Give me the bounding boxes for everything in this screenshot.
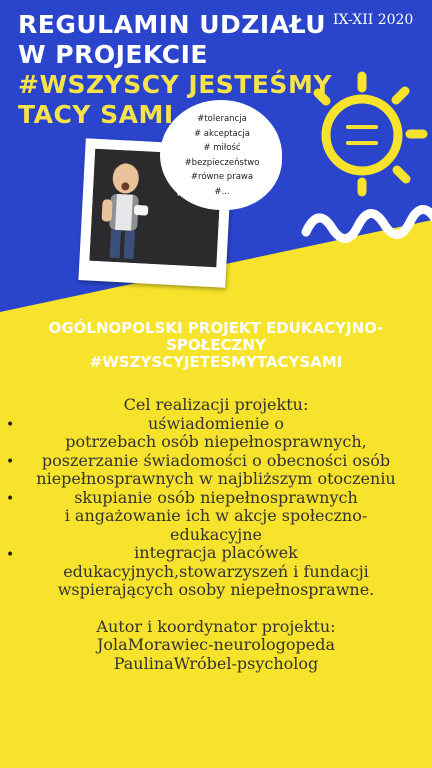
bullet-point: • <box>6 454 15 470</box>
hashtag-item: #bezpieczeństwo <box>184 157 260 168</box>
bullet-point: • <box>6 547 15 563</box>
project-description <box>0 396 432 673</box>
subtitle-line: SPOŁECZNY <box>166 336 266 354</box>
hashtag-list <box>172 112 272 200</box>
title-line-3: #WSZYSCY JESTEŚMY <box>18 70 332 99</box>
goal-line: integracja placówek <box>134 543 298 562</box>
spacer <box>0 600 432 618</box>
goal-line: poszerzanie świadomości o obecności osób <box>41 450 391 470</box>
hashtag-item: # miłość <box>203 143 241 154</box>
goal-line: edukacyjnych,stowarzyszeń i fundacji <box>63 561 369 581</box>
goal-line: i angażowanie ich w akcje społeczno- <box>64 506 368 525</box>
author-line: PaulinaWróbel-psycholog <box>113 653 319 673</box>
goal-line: potrzebach osób niepełnosprawnych, <box>65 432 367 451</box>
bullet-point: • <box>6 417 15 433</box>
hashtag-item: #tolerancja <box>197 114 247 124</box>
speech-bubble <box>160 100 282 210</box>
goal-line: niepełnosprawnych w najbliższym otoczeniu <box>36 469 396 488</box>
date-range: IX-XII 2020 <box>333 12 414 28</box>
hashtag-item: #równe prawa <box>190 172 254 183</box>
project-subtitle <box>0 320 432 371</box>
subtitle-line: #WSZYSCYJETESMYTACYSAMI <box>89 353 343 371</box>
goal-line: uświadomienie o <box>147 413 285 433</box>
hashtag-item: #... <box>214 186 230 197</box>
author-heading: Autor i koordynator projektu: <box>96 616 336 636</box>
goal-line: edukacyjne <box>170 524 262 544</box>
goal-line: wspierających osoby niepełnosprawne. <box>57 580 375 599</box>
title-line-4: TACY SAMI <box>18 100 174 129</box>
bullet-point: • <box>6 491 15 507</box>
author-line: JolaMorawiec-neurologopeda <box>96 635 336 654</box>
hashtag-item: # akceptacja <box>193 128 251 139</box>
title-line-2: W PROJEKCIE <box>18 40 208 69</box>
goal-heading: Cel realizacji projektu: <box>123 395 309 414</box>
subtitle-line: OGÓLNOPOLSKI PROJEKT EDUKACYJNO- <box>48 319 384 337</box>
goal-line: skupianie osób niepełnosprawnych <box>74 487 358 507</box>
title-line-1: REGULAMIN UDZIAŁU <box>18 10 327 39</box>
